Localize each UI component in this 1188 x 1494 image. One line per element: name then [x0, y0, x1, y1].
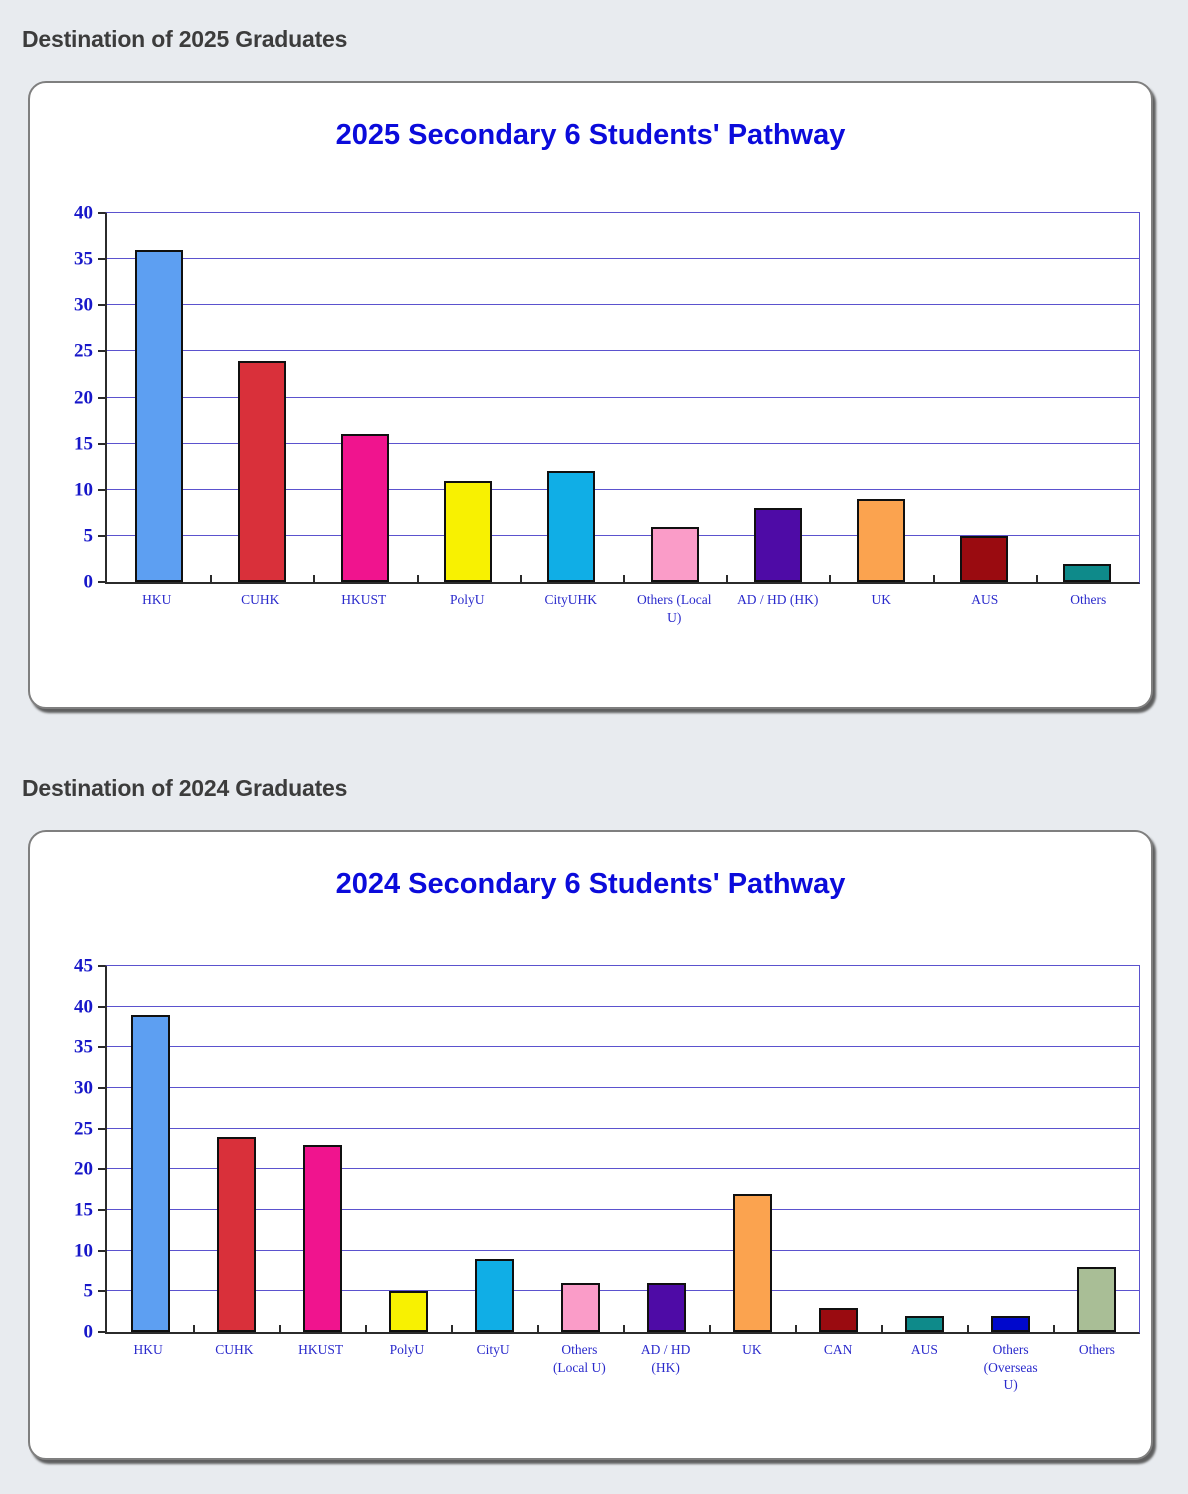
x-axis-label [209, 591, 313, 626]
y-axis-tick-label: 5 [83, 1280, 93, 1302]
y-axis-tick-label: 40 [74, 996, 93, 1018]
bar-cuhk [238, 361, 286, 582]
x-axis-label [278, 1341, 364, 1394]
x-axis-label-text-hku: HKU [142, 592, 172, 607]
bar-others-local-u [651, 527, 699, 582]
bar-hkust [303, 1145, 342, 1332]
x-axis-label-text-others: Others [1070, 592, 1107, 607]
bar-slot [107, 966, 193, 1332]
plot-area-2024 [74, 955, 1140, 1343]
bar-slot [726, 213, 829, 582]
y-axis-tick-label: 15 [74, 433, 93, 455]
y-axis-tick-label: 5 [83, 525, 93, 547]
bar-others-overseas-u [991, 1316, 1030, 1332]
y-axis-tick-mark [98, 489, 105, 491]
x-axis-label [623, 591, 727, 626]
x-axis-label [1037, 591, 1141, 626]
x-axis-label [968, 1341, 1054, 1394]
chart-title-2024: 2024 Secondary 6 Students' Pathway [335, 868, 846, 900]
x-axis-label-text-aus: AUS [971, 592, 999, 607]
y-axis-tick-label: 25 [74, 1118, 93, 1140]
y-axis-tick-label: 30 [74, 294, 93, 316]
bar-slot [933, 213, 1036, 582]
x-axis-label-text-cuhk: CUHK [215, 1342, 254, 1357]
y-axis-tick-mark [98, 1128, 105, 1130]
y-axis-tick-label: 15 [74, 1199, 93, 1221]
bar-hku [131, 1015, 170, 1332]
y-axis-tick-mark [98, 1331, 105, 1333]
x-axis-label-text-others-local-u: Others (Local U) [636, 592, 712, 625]
y-axis-tick-label: 20 [74, 1158, 93, 1180]
x-axis-label [450, 1341, 536, 1394]
bar-slot [279, 966, 365, 1332]
y-axis-tick-label: 25 [74, 340, 93, 362]
x-axis-label [881, 1341, 967, 1394]
bar-slot [709, 966, 795, 1332]
chart-panel-2025 [28, 81, 1153, 709]
x-axis-labels-2025 [105, 591, 1140, 626]
x-axis-label-text-cityu: CityU [476, 1342, 510, 1357]
bar-slot [451, 966, 537, 1332]
bar-cityu [475, 1259, 514, 1332]
x-axis-label-text-ad-hd-hk: AD / HD (HK) [640, 1342, 691, 1375]
y-axis-tick-mark [98, 1087, 105, 1089]
y-axis-tick-mark [98, 1250, 105, 1252]
x-axis-label [795, 1341, 881, 1394]
y-axis-tick-mark [98, 1290, 105, 1292]
x-axis-label [105, 1341, 191, 1394]
x-axis-label [519, 591, 623, 626]
bar-ad-hd-hk [754, 508, 802, 582]
bar-slot [313, 213, 416, 582]
y-axis-tick-label: 45 [74, 955, 93, 977]
bar-slot [623, 966, 709, 1332]
x-axis-label-text-cuhk: CUHK [241, 592, 280, 607]
y-axis-tick-mark [98, 212, 105, 214]
bar-hkust [341, 434, 389, 582]
x-axis-label-text-polyu: PolyU [449, 592, 485, 607]
y-axis-tick-mark [98, 443, 105, 445]
y-axis-tick-label: 10 [74, 1240, 93, 1262]
x-axis-label [416, 591, 520, 626]
bar-cuhk [217, 1137, 256, 1332]
y-axis-tick-mark [98, 258, 105, 260]
y-axis-tick-label: 20 [74, 387, 93, 408]
x-axis-label-text-others-overseas-u: Others (Overseas U) [983, 1342, 1038, 1393]
x-axis-label [536, 1341, 622, 1394]
plot-area-2025 [74, 202, 1140, 593]
bar-ad-hd-hk [647, 1283, 686, 1332]
x-axis-label-text-uk: UK [742, 1342, 762, 1357]
bar-slot [881, 966, 967, 1332]
bar-slot [1053, 966, 1139, 1332]
bar-slot [795, 966, 881, 1332]
x-axis-labels-2024 [105, 1341, 1140, 1394]
bar-chart-2025 [74, 202, 1140, 626]
bar-others [1077, 1267, 1116, 1332]
y-axis-tick-mark [98, 1168, 105, 1170]
bar-slot [520, 213, 623, 582]
x-axis-label-text-uk: UK [871, 592, 891, 607]
bar-slot [210, 213, 313, 582]
x-axis-label-text-aus: AUS [910, 1342, 938, 1357]
bar-row [107, 213, 1139, 582]
y-axis-tick-mark [98, 1006, 105, 1008]
bar-slot [107, 213, 210, 582]
y-axis-tick-label: 0 [83, 571, 93, 593]
bar-slot [829, 213, 932, 582]
y-axis-tick-mark [98, 581, 105, 583]
bar-polyu [389, 1291, 428, 1332]
x-axis-label-text-can: CAN [823, 1342, 853, 1357]
x-axis-label [1054, 1341, 1140, 1394]
bar-slot [365, 966, 451, 1332]
bar-chart-2024 [74, 955, 1140, 1394]
bar-uk [857, 499, 905, 582]
x-axis-label [830, 591, 934, 626]
bar-polyu [444, 481, 492, 582]
x-axis-label-text-ad-hd-hk: AD / HD (HK) [737, 592, 819, 607]
y-axis-tick-mark [98, 1209, 105, 1211]
section-heading-2025: Destination of 2025 Graduates [22, 26, 348, 52]
x-axis-label [191, 1341, 277, 1394]
x-axis-label [364, 1341, 450, 1394]
y-axis-tick-label: 0 [83, 1321, 93, 1343]
x-axis-label-text-hku: HKU [133, 1342, 163, 1357]
x-axis-label [709, 1341, 795, 1394]
bar-others-local-u [561, 1283, 600, 1332]
y-axis-tick-label: 35 [74, 1036, 93, 1058]
x-axis-label-text-polyu: PolyU [389, 1342, 425, 1357]
bar-slot [1036, 213, 1139, 582]
y-axis-tick-label: 10 [74, 479, 93, 501]
bar-slot [623, 213, 726, 582]
bar-hku [135, 250, 183, 582]
y-axis-tick-mark [98, 965, 105, 967]
bar-slot [967, 966, 1053, 1332]
x-axis-label-text-hkust: HKUST [298, 1342, 344, 1357]
y-axis-tick-mark [98, 535, 105, 537]
x-axis-label [105, 591, 209, 626]
bar-aus [960, 536, 1008, 582]
bar-slot [537, 966, 623, 1332]
x-axis-label [726, 591, 830, 626]
x-axis-label-text-others: Others [1078, 1342, 1115, 1357]
chart-panel-2024 [28, 830, 1153, 1460]
bar-uk [733, 1194, 772, 1332]
x-axis-label [933, 591, 1037, 626]
section-heading-2024: Destination of 2024 Graduates [22, 775, 348, 801]
y-axis-tick-label: 35 [74, 248, 93, 270]
y-axis-tick-mark [98, 1046, 105, 1048]
chart-title-2025: 2025 Secondary 6 Students' Pathway [335, 119, 846, 151]
bar-slot [193, 966, 279, 1332]
bar-can [819, 1308, 858, 1332]
bar-slot [417, 213, 520, 582]
bar-others [1063, 564, 1111, 582]
bar-aus [905, 1316, 944, 1332]
y-axis-tick-mark [98, 304, 105, 306]
x-axis-label-text-hkust: HKUST [341, 592, 387, 607]
bar-cityuhk [547, 471, 595, 582]
bar-row [107, 966, 1139, 1332]
y-axis-tick-mark [98, 397, 105, 399]
x-axis-label-text-cityuhk: CityUHK [544, 592, 597, 607]
x-axis-label-text-others-local-u: Others (Local U) [552, 1342, 606, 1375]
x-axis-label [623, 1341, 709, 1394]
y-axis-tick-label: 40 [74, 202, 93, 224]
y-axis-tick-mark [98, 350, 105, 352]
y-axis-tick-label: 30 [74, 1077, 93, 1099]
x-axis-label [312, 591, 416, 626]
